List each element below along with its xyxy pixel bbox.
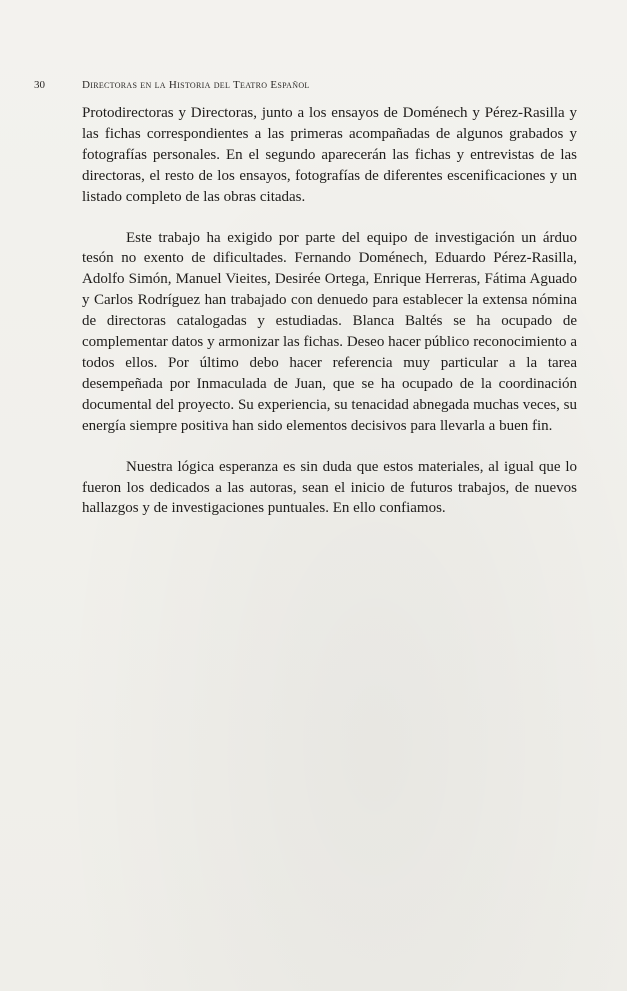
page-number: 30 — [34, 79, 45, 91]
page-header — [34, 79, 310, 91]
paragraph-3: Nuestra lógica esperanza es sin duda que estos materiales, al igual que lo fueron los dedicados a las autoras, sean el inicio de futuros trabajos, de nuevos hallazgos y de investigaciones puntuales. En ello confiamos. — [82, 458, 577, 517]
running-head: Directoras en la Historia del Teatro Español — [82, 79, 310, 91]
paragraph-2: Este trabajo ha exigido por parte del equipo de investigación un árduo tesón no exento de dificultades. Fernando Doménech, Eduardo Pérez-Rasilla, Adolfo Simón, Manuel Vieites, Desirée Ortega, Enrique Herreras, Fátima Aguado y Carlos Rodríguez han trabajado con denuedo para establecer la extensa nómina de directoras catalogadas y estudiadas. Blanca Baltés se ha ocupado de complementar datos y armonizar las fichas. Deseo hacer público reconocimiento a todos ellos. Por último debo hacer referencia muy particular a la tarea desempeñada por Inmaculada de Juan, que se ha ocupado de la coordinación documental del proyecto. Su experiencia, su tenacidad abnegada muchas veces, su energía siempre positiva han sido elementos decisivos para llevarla a buen fin. — [82, 229, 577, 434]
body-text — [82, 103, 577, 519]
paragraph-1: Protodirectoras y Directoras, junto a los ensayos de Doménech y Pérez-Rasilla y las fichas correspondientes a las primeras acompañadas de algunos grabados y fotografías personales. En el segundo aparecerán las fichas y entrevistas de las directoras, el resto de los ensayos, fotografías de diferentes escenificaciones y un listado completo de las obras citadas. — [82, 105, 577, 205]
